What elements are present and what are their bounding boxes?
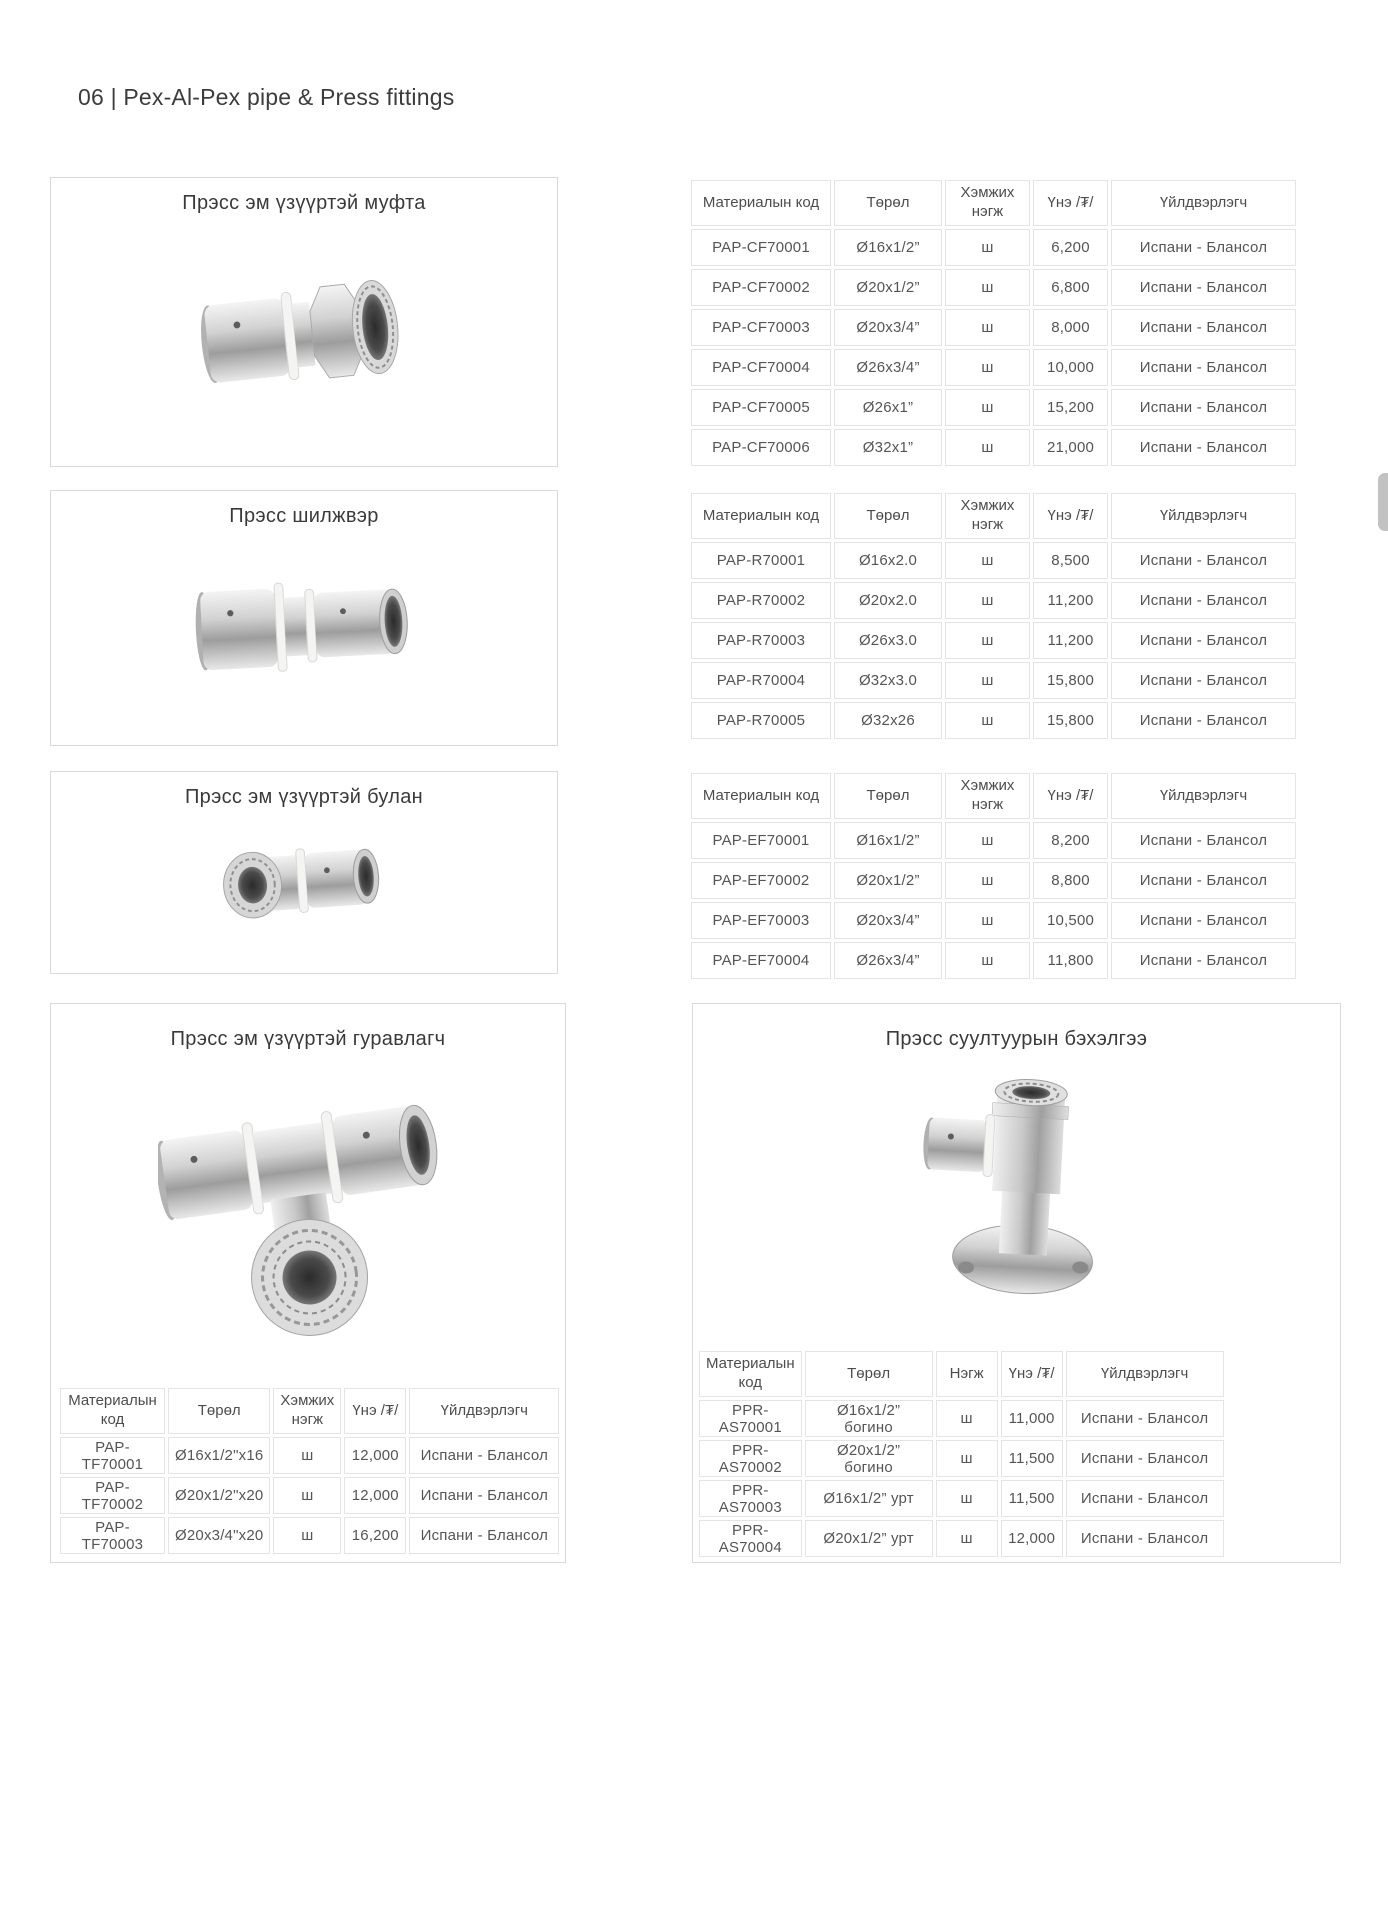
cell-manufacturer: Испани - Блансол — [1111, 429, 1296, 466]
table-row — [691, 582, 1296, 619]
cell-price: 11,000 — [1001, 1400, 1063, 1437]
cell-manufacturer: Испани - Блансол — [1111, 349, 1296, 386]
cell-manufacturer: Испани - Блансол — [1111, 862, 1296, 899]
cell-type: Ø20x3/4” — [834, 902, 942, 939]
cell-type: Ø26x1” — [834, 389, 942, 426]
cell-unit: ш — [273, 1477, 341, 1514]
product-price-table — [57, 1385, 562, 1557]
cell-material-code: PAP-CF70002 — [691, 269, 831, 306]
cell-unit: ш — [945, 822, 1030, 859]
cell-price: 12,000 — [344, 1437, 406, 1474]
cell-material-code: PPR-AS70004 — [699, 1520, 802, 1557]
cell-type: Ø32x26 — [834, 702, 942, 739]
tee-table-slot — [57, 1385, 562, 1557]
table-row — [691, 229, 1296, 266]
wall-elbow-table-slot — [696, 1348, 1227, 1560]
product-title: Прэсс эм үзүүртэй булан — [184, 786, 424, 808]
cell-type: Ø20x1/2” урт — [805, 1520, 933, 1557]
cell-unit: ш — [945, 702, 1030, 739]
cell-material-code: PPR-AS70001 — [699, 1400, 802, 1437]
cell-material-code: PAP-EF70003 — [691, 902, 831, 939]
cell-manufacturer: Испани - Блансол — [1111, 822, 1296, 859]
table-row — [691, 822, 1296, 859]
cell-manufacturer: Испани - Блансол — [1066, 1440, 1224, 1477]
cell-unit: ш — [945, 662, 1030, 699]
cell-type: Ø26x3.0 — [834, 622, 942, 659]
table-row — [691, 309, 1296, 346]
cell-unit: ш — [273, 1437, 341, 1474]
cell-material-code: PAP-CF70004 — [691, 349, 831, 386]
cell-manufacturer: Испани - Блансол — [1066, 1400, 1224, 1437]
cell-manufacturer: Испани - Блансол — [409, 1477, 559, 1514]
column-header: Материалын код — [691, 773, 831, 819]
table-row — [691, 902, 1296, 939]
table-header-row — [60, 1388, 559, 1434]
table-row — [699, 1400, 1224, 1437]
column-header: Үнэ /₮/ — [1033, 493, 1108, 539]
cell-material-code: PAP-EF70001 — [691, 822, 831, 859]
table-row — [691, 429, 1296, 466]
cell-material-code: PAP-TF70003 — [60, 1517, 165, 1554]
column-header: Материалын код — [691, 180, 831, 226]
table-header-row — [691, 773, 1296, 819]
press-elbow-photo — [51, 809, 557, 954]
cell-price: 21,000 — [1033, 429, 1108, 466]
column-header: Үйлдвэрлэгч — [1066, 1351, 1224, 1397]
table-row — [60, 1477, 559, 1514]
cell-price: 8,200 — [1033, 822, 1108, 859]
cell-unit: ш — [936, 1520, 998, 1557]
cell-manufacturer: Испани - Блансол — [1066, 1480, 1224, 1517]
cell-type: Ø26x3/4” — [834, 349, 942, 386]
cell-price: 12,000 — [1001, 1520, 1063, 1557]
cell-unit: ш — [945, 429, 1030, 466]
product-card-coupling — [50, 177, 558, 467]
cell-material-code: PAP-TF70002 — [60, 1477, 165, 1514]
cell-type: Ø20x3/4” — [834, 309, 942, 346]
table-row — [691, 942, 1296, 979]
cell-unit: ш — [945, 622, 1030, 659]
cell-unit: ш — [945, 542, 1030, 579]
table-header-row — [691, 180, 1296, 226]
cell-price: 10,500 — [1033, 902, 1108, 939]
cell-type: Ø32x1” — [834, 429, 942, 466]
column-header: Төрөл — [834, 493, 942, 539]
cell-price: 8,000 — [1033, 309, 1108, 346]
cell-manufacturer: Испани - Блансол — [1111, 229, 1296, 266]
table-row — [691, 542, 1296, 579]
column-header: Үнэ /₮/ — [344, 1388, 406, 1434]
table-row — [691, 702, 1296, 739]
table-row — [691, 662, 1296, 699]
cell-unit: ш — [945, 902, 1030, 939]
table-row — [691, 622, 1296, 659]
cell-unit: ш — [945, 309, 1030, 346]
cell-manufacturer: Испани - Блансол — [1111, 389, 1296, 426]
product-title: Прэсс эм үзүүртэй муфта — [182, 192, 426, 214]
cell-price: 11,200 — [1033, 582, 1108, 619]
product-card-wall-elbow — [692, 1003, 1341, 1563]
product-card-reducer — [50, 490, 558, 746]
table-row — [691, 862, 1296, 899]
table-header-row — [691, 493, 1296, 539]
column-header: Төрөл — [834, 773, 942, 819]
reducer-table-slot — [688, 490, 1299, 742]
cell-price: 11,200 — [1033, 622, 1108, 659]
cell-type: Ø20x1/2” — [834, 862, 942, 899]
product-card-elbow — [50, 771, 558, 974]
cell-unit: ш — [945, 229, 1030, 266]
product-title: Прэсс шилжвэр — [229, 505, 379, 527]
cell-type: Ø32x3.0 — [834, 662, 942, 699]
cell-manufacturer: Испани - Блансол — [1111, 542, 1296, 579]
cell-unit: ш — [945, 389, 1030, 426]
column-header: Үнэ /₮/ — [1033, 773, 1108, 819]
press-tee-photo — [51, 1059, 565, 1359]
cell-price: 10,000 — [1033, 349, 1108, 386]
cell-material-code: PAP-R70003 — [691, 622, 831, 659]
table-row — [699, 1520, 1224, 1557]
cell-manufacturer: Испани - Блансол — [1111, 582, 1296, 619]
cell-price: 12,000 — [344, 1477, 406, 1514]
cell-type: Ø16x2.0 — [834, 542, 942, 579]
column-header: Төрөл — [805, 1351, 933, 1397]
product-price-table — [688, 177, 1299, 469]
cell-type: Ø20x3/4"x20 — [168, 1517, 270, 1554]
column-header: Үйлдвэрлэгч — [409, 1388, 559, 1434]
cell-price: 15,200 — [1033, 389, 1108, 426]
column-header: Материалын код — [60, 1388, 165, 1434]
cell-manufacturer: Испани - Блансол — [1066, 1520, 1224, 1557]
cell-material-code: PAP-CF70005 — [691, 389, 831, 426]
cell-type: Ø16x1/2” — [834, 229, 942, 266]
cell-type: Ø16x1/2” — [834, 822, 942, 859]
cell-material-code: PAP-R70004 — [691, 662, 831, 699]
elbow-table-slot — [688, 770, 1299, 982]
cell-type: Ø20x2.0 — [834, 582, 942, 619]
cell-price: 11,500 — [1001, 1480, 1063, 1517]
column-header: Үйлдвэрлэгч — [1111, 493, 1296, 539]
product-title: Прэсс эм үзүүртэй гуравлагч — [170, 1028, 446, 1050]
column-header: Үнэ /₮/ — [1033, 180, 1108, 226]
table-row — [691, 389, 1296, 426]
press-reducer-coupling-photo — [51, 528, 557, 723]
press-wall-elbow-photo — [693, 1061, 1340, 1306]
product-price-table — [696, 1348, 1227, 1560]
cell-type: Ø20x1/2"x20 — [168, 1477, 270, 1514]
column-header: Үйлдвэрлэгч — [1111, 773, 1296, 819]
page-title: 06 | Pex-Al-Pex pipe & Press fittings — [78, 84, 455, 110]
table-row — [60, 1517, 559, 1554]
cell-manufacturer: Испани - Блансол — [1111, 902, 1296, 939]
column-header: Материалын код — [699, 1351, 802, 1397]
cell-price: 6,200 — [1033, 229, 1108, 266]
cell-manufacturer: Испани - Блансол — [409, 1517, 559, 1554]
cell-manufacturer: Испани - Блансол — [1111, 702, 1296, 739]
cell-material-code: PAP-CF70003 — [691, 309, 831, 346]
cell-material-code: PAP-EF70004 — [691, 942, 831, 979]
table-row — [691, 269, 1296, 306]
coupling-table-slot — [688, 177, 1299, 469]
cell-unit: ш — [936, 1400, 998, 1437]
column-header: Хэмжих нэгж — [945, 180, 1030, 226]
column-header: Хэмжих нэгж — [945, 773, 1030, 819]
cell-unit: ш — [945, 269, 1030, 306]
table-row — [691, 349, 1296, 386]
column-header: Материалын код — [691, 493, 831, 539]
cell-material-code: PAP-CF70006 — [691, 429, 831, 466]
cell-price: 6,800 — [1033, 269, 1108, 306]
column-header: Төрөл — [834, 180, 942, 226]
cell-material-code: PAP-CF70001 — [691, 229, 831, 266]
product-price-table — [688, 770, 1299, 982]
column-header: Хэмжих нэгж — [945, 493, 1030, 539]
column-header: Хэмжих нэгж — [273, 1388, 341, 1434]
press-female-coupling-photo — [51, 219, 557, 449]
cell-type: Ø16x1/2"x16 — [168, 1437, 270, 1474]
table-row — [699, 1440, 1224, 1477]
product-price-table — [688, 490, 1299, 742]
table-row — [699, 1480, 1224, 1517]
cell-unit: ш — [945, 862, 1030, 899]
column-header: Үнэ /₮/ — [1001, 1351, 1063, 1397]
cell-unit: ш — [945, 349, 1030, 386]
cell-manufacturer: Испани - Блансол — [1111, 309, 1296, 346]
cell-type: Ø20x1/2” богино — [805, 1440, 933, 1477]
cell-manufacturer: Испани - Блансол — [1111, 662, 1296, 699]
column-header: Үйлдвэрлэгч — [1111, 180, 1296, 226]
cell-material-code: PAP-R70001 — [691, 542, 831, 579]
column-header: Төрөл — [168, 1388, 270, 1434]
cell-type: Ø16x1/2” богино — [805, 1400, 933, 1437]
cell-manufacturer: Испани - Блансол — [1111, 942, 1296, 979]
cell-manufacturer: Испани - Блансол — [1111, 269, 1296, 306]
cell-manufacturer: Испани - Блансол — [1111, 622, 1296, 659]
cell-price: 11,500 — [1001, 1440, 1063, 1477]
cell-type: Ø26x3/4” — [834, 942, 942, 979]
cell-type: Ø16x1/2” урт — [805, 1480, 933, 1517]
cell-price: 8,800 — [1033, 862, 1108, 899]
cell-type: Ø20x1/2” — [834, 269, 942, 306]
table-row — [60, 1437, 559, 1474]
cell-unit: ш — [273, 1517, 341, 1554]
product-card-tee — [50, 1003, 566, 1563]
cell-price: 8,500 — [1033, 542, 1108, 579]
product-title: Прэсс суултуурын бэхэлгээ — [885, 1028, 1148, 1050]
cell-price: 15,800 — [1033, 702, 1108, 739]
cell-material-code: PAP-R70002 — [691, 582, 831, 619]
cell-unit: ш — [945, 582, 1030, 619]
cell-unit: ш — [936, 1440, 998, 1477]
cell-manufacturer: Испани - Блансол — [409, 1437, 559, 1474]
cell-material-code: PAP-R70005 — [691, 702, 831, 739]
cell-price: 16,200 — [344, 1517, 406, 1554]
cell-material-code: PAP-TF70001 — [60, 1437, 165, 1474]
cell-material-code: PPR-AS70003 — [699, 1480, 802, 1517]
column-header: Нэгж — [936, 1351, 998, 1397]
scrollbar-thumb[interactable] — [1378, 473, 1388, 531]
cell-unit: ш — [945, 942, 1030, 979]
table-header-row — [699, 1351, 1224, 1397]
cell-material-code: PAP-EF70002 — [691, 862, 831, 899]
cell-unit: ш — [936, 1480, 998, 1517]
cell-price: 15,800 — [1033, 662, 1108, 699]
cell-price: 11,800 — [1033, 942, 1108, 979]
cell-material-code: PPR-AS70002 — [699, 1440, 802, 1477]
